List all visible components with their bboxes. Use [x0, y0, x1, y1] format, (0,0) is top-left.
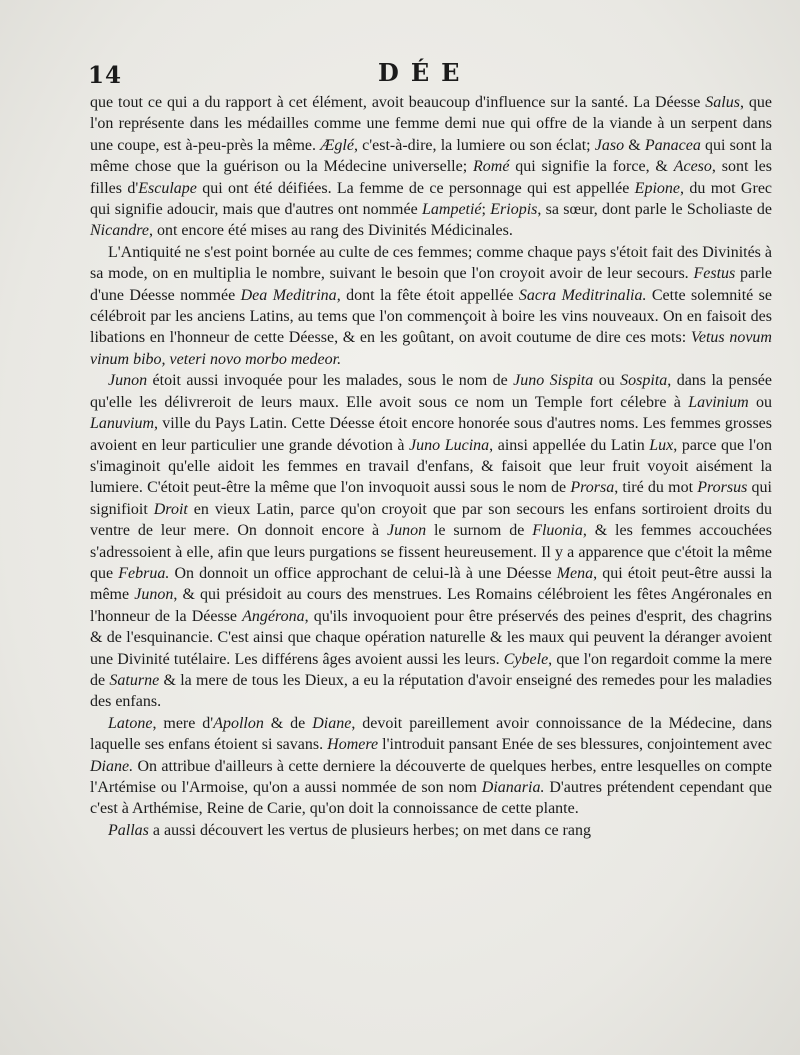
italic-term: Diane. — [90, 757, 134, 775]
italic-term: Homere — [327, 736, 379, 754]
italic-term: Vetus novum vinum bibo, veteri novo morbo medeor. — [90, 329, 772, 368]
text-run: On attribue d'ailleurs à cette derniere la découverte de quelques herbes, entre lesquelles on compte l'Artémise ou l'Armoise, qu'on a aussi nommée de son nom — [90, 757, 772, 796]
italic-term: Junon — [386, 522, 427, 540]
text-run: D'autres prétendent cependant que c'est à Arthémise, Reine de Carie, qu'on doit la connoissance de cette plante. — [90, 779, 772, 818]
italic-term: Eriopis — [490, 201, 538, 219]
italic-term: Lux — [649, 436, 674, 454]
italic-term: Cybele — [503, 650, 549, 668]
italic-term: Salus — [705, 94, 740, 111]
text-run: , dont la fête étoit appellée — [336, 286, 519, 304]
italic-term: Lanuvium — [90, 415, 154, 433]
text-run: , mere d' — [152, 714, 214, 732]
italic-term: Dea Meditrina — [240, 286, 337, 304]
italic-term: Apollon — [213, 714, 264, 732]
text-run: Cette solemnité se célébroit par les anciens Latins, au tems que l'on commençoit à boire les vins nouveaux. On en faisoit des libations en l'honneur de cette Déesse, & en les goûtant, on avoit coutume de dire ces mots: — [90, 286, 772, 347]
text-run: , sa sœur, dont parle le Scholiaste de — [537, 201, 772, 219]
italic-term: Fluonia — [532, 522, 583, 540]
text-run: le surnom de — [426, 522, 533, 540]
italic-term: Prorsa — [570, 479, 615, 497]
text-run: qui signifioit — [90, 479, 772, 518]
text-run: , qu'ils invoquoient pour être préservés des peines d'esprit, des chagrins & de l'esquinancie. C'est ainsi que chaque opération naturelle & les maux qui peuvent la déranger avoient une Divinité tutélaire. Les différens âges avoient aussi les leurs. — [90, 607, 773, 668]
italic-term: Mena — [556, 564, 594, 582]
italic-term: Festus — [693, 265, 736, 283]
text-run: qui signifie la force, & — [509, 158, 674, 176]
text-run: & la mere de tous les Dieux, a eu la réputation d'avoir enseigné des remedes pour les maladies des enfans. — [90, 671, 772, 711]
italic-term: Sospita — [620, 372, 668, 390]
text-run: ou — [748, 393, 773, 411]
italic-term: Diane — [312, 714, 352, 732]
text-run: qui sont la même chose que la guérison ou la Médecine universelle; — [90, 136, 773, 176]
text-run: qui ont été déifiées. La femme de ce personnage qui est appellée — [196, 179, 635, 197]
running-title: DÉE — [378, 58, 472, 87]
paragraph — [90, 820, 772, 841]
text-run: , qui étoit peut-être aussi la même — [90, 564, 773, 604]
text-run: , c'est-à-dire, la lumiere ou son éclat; — [353, 136, 595, 154]
italic-term: Epione — [634, 179, 680, 197]
text-run: , que l'on représente dans les médailles comme une femme demi nue qui offre de la viande à un serpent dans une coupe, est à-peu-près la même. — [90, 94, 773, 154]
paragraph — [90, 92, 772, 242]
text-run: , du mot Grec qui signifie adoucir, mais que d'autres ont nommée — [90, 179, 773, 219]
text-run: ou — [593, 372, 621, 390]
italic-term: Prorsus — [697, 479, 748, 497]
page-number: 14 — [88, 62, 123, 89]
italic-term: Romé — [472, 158, 510, 176]
text-run: ; — [481, 201, 491, 219]
text-run: On donnoit un office approchant de celui-là à une Déesse — [169, 564, 557, 582]
italic-term: Jaso — [594, 136, 625, 154]
text-run: a aussi découvert les vertus de plusieurs herbes; on met dans ce rang — [148, 821, 591, 839]
italic-term: Angérona — [242, 607, 305, 625]
italic-term: Droit — [153, 500, 188, 518]
body-text — [90, 92, 772, 841]
text-run: , tiré du mot — [614, 479, 698, 497]
text-run: & de — [263, 714, 313, 732]
italic-term: Dianaria. — [481, 779, 545, 796]
italic-term: Lampetié — [421, 201, 482, 219]
page-header — [88, 58, 770, 88]
italic-term: Æglé — [320, 136, 354, 154]
text-run: L'Antiquité ne s'est point bornée au culte de ces femmes; comme chaque pays s'étoit fait des Divinités à sa mode, on en multiplia le nombre, suivant le besoin que l'on croyoit avoir de leur secours. — [90, 243, 773, 283]
text-run: , dans la pensée qu'elle les délivreroit de leurs maux. Elle avoit sous ce nom un Temple fort célebre à — [90, 372, 773, 411]
paragraph — [90, 370, 772, 713]
text-run: , ville du Pays Latin. Cette Déesse étoit encore honorée sous d'autres noms. Les femmes grosses avoient en leur particulier une grande dévotion à — [90, 415, 772, 454]
italic-term: Pallas — [108, 821, 149, 839]
italic-term: Junon — [108, 372, 148, 390]
italic-term: Panacea — [644, 136, 701, 154]
text-run: que tout ce qui a du rapport à cet élément, avoit beaucoup d'influence sur la santé. La Déesse — [90, 94, 706, 111]
text-run: , sont les filles d' — [90, 158, 772, 197]
italic-term: Saturne — [109, 671, 160, 689]
italic-term: Latone — [108, 714, 153, 732]
italic-term: Sacra Meditrinalia. — [518, 286, 647, 304]
italic-term: Juno Sispita — [513, 372, 594, 390]
italic-term: Lavinium — [688, 393, 749, 411]
paragraph — [90, 242, 772, 370]
text-run: , ainsi appellée du Latin — [489, 436, 650, 454]
italic-term: Junon — [134, 586, 174, 604]
text-run: & — [624, 136, 645, 154]
italic-term: Februa. — [118, 564, 170, 582]
text-run: , ont encore été mises au rang des Divinités Médicinales. — [148, 222, 513, 240]
text-run: l'introduit pansant Enée de ses blessures, conjointement avec — [378, 736, 772, 754]
text-run: , devoit pareillement avoir connoissance de la Médecine, dans laquelle ses enfans étoient si savans. — [90, 714, 773, 754]
text-run: , & qui présidoit au cours des menstrues. Les Romains célébroient les fêtes Angéronales en l'honneur de la Déesse — [90, 586, 772, 625]
italic-term: Esculape — [138, 179, 197, 197]
text-run: , que l'on regardoit comme la mere de — [90, 650, 772, 689]
paragraph — [90, 713, 772, 820]
italic-term: Aceso — [673, 158, 712, 176]
italic-term: Juno Lucina — [409, 436, 490, 454]
text-run: en vieux Latin, parce qu'on croyoit que par son secours les enfans sortiroient droits du ventre de leur mere. On donnoit encore à — [90, 500, 773, 540]
text-run: , & les femmes accouchées s'adressoient à elle, afin que leurs purgations se fissent heureusement. Il y a apparence que c'étoit la même que — [90, 522, 772, 582]
italic-term: Nicandre — [90, 222, 149, 240]
text-run: parle d'une Déesse nommée — [90, 265, 773, 304]
text-run: , parce que l'on s'imaginoit qu'elle aidoit les femmes en travail d'enfans, & faisoit que leur fruit voyoit aisément la lumiere. C'étoit peut-être la même que l'on invoquoit aussi sous le nom de — [90, 436, 772, 497]
text-run: étoit aussi invoquée pour les malades, sous le nom de — [147, 372, 514, 390]
